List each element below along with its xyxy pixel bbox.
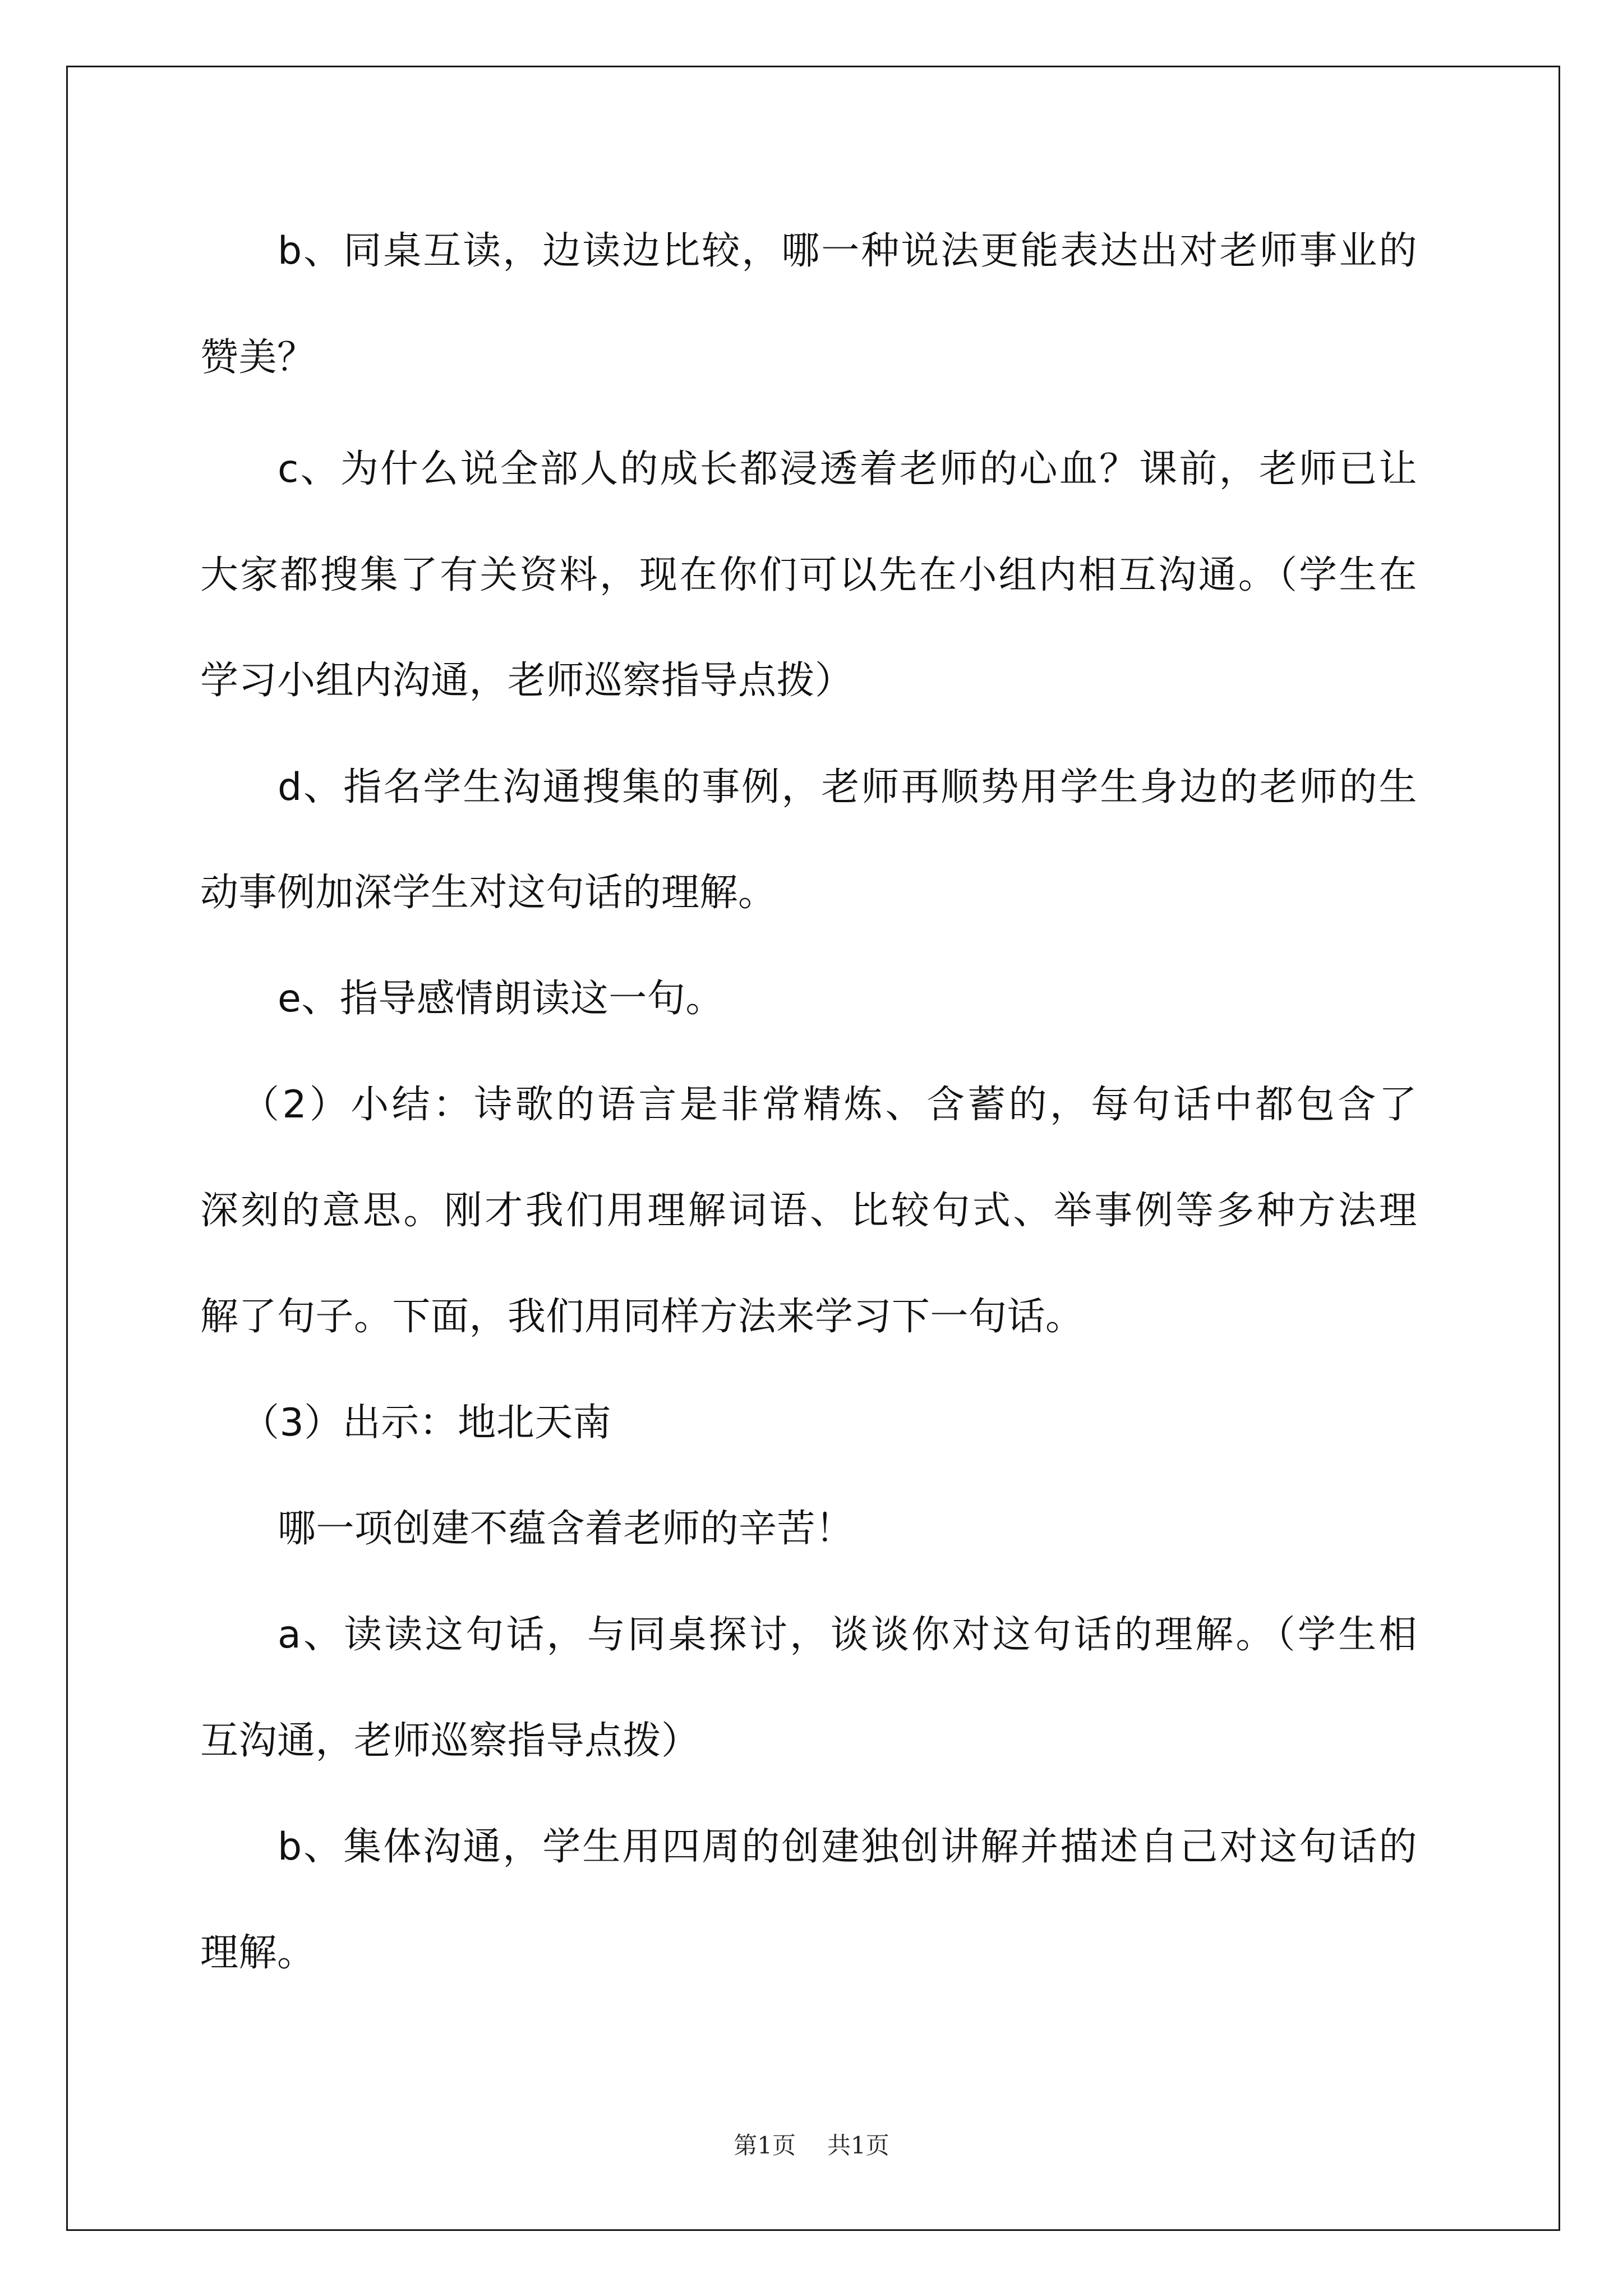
- paragraph-line: c、为什么说全部人的成长都浸透着老师的心血？课前，老师已让: [278, 447, 1417, 491]
- paragraph-line: 理解。: [200, 1931, 316, 1975]
- paragraph-line: （3）出示：地北天南: [241, 1401, 612, 1445]
- paragraph-line: b、同桌互读，边读边比较，哪一种说法更能表达出对老师事业的: [278, 229, 1417, 273]
- page-number: 第1页: [734, 2132, 796, 2159]
- paragraph-line: b、集体沟通，学生用四周的创建独创讲解并描述自己对这句话的: [278, 1825, 1417, 1869]
- paragraph-line: 深刻的意思。刚才我们用理解词语、比较句式、举事例等多种方法理: [200, 1189, 1417, 1233]
- paragraph-line: 互沟通，老师巡察指导点拨）: [200, 1719, 700, 1763]
- paragraph-line: 哪一项创建不蕴含着老师的辛苦！: [278, 1507, 854, 1551]
- page-footer: [0, 2132, 1623, 2160]
- paragraph-line: 解了句子。下面，我们用同样方法来学习下一句话。: [200, 1295, 1084, 1339]
- paragraph-line: a、读读这句话，与同桌探讨，谈谈你对这句话的理解。（学生相: [278, 1613, 1417, 1657]
- paragraph-line: 赞美？: [200, 335, 316, 380]
- total-pages: 共1页: [827, 2132, 889, 2159]
- paragraph-line: d、指名学生沟通搜集的事例，老师再顺势用学生身边的老师的生: [278, 765, 1417, 809]
- page-border: [66, 66, 1560, 2231]
- paragraph-line: （2）小结：诗歌的语言是非常精炼、含蓄的，每句话中都包含了: [241, 1083, 1417, 1127]
- paragraph-line: e、指导感情朗读这一句。: [278, 977, 724, 1021]
- paragraph-line: 大家都搜集了有关资料，现在你们可以先在小组内相互沟通。（学生在: [200, 553, 1417, 597]
- paragraph-line: 动事例加深学生对这句话的理解。: [200, 871, 777, 915]
- paragraph-line: 学习小组内沟通，老师巡察指导点拨）: [200, 659, 854, 703]
